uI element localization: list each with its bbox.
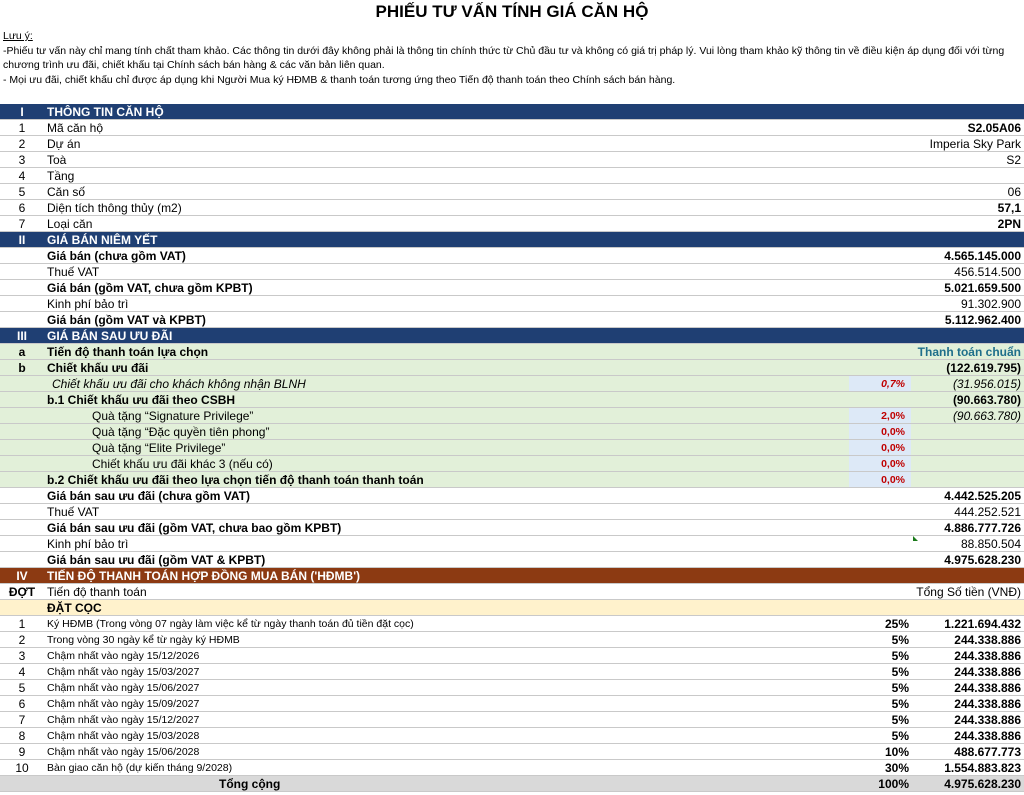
note-label: Lưu ý: — [3, 30, 33, 42]
row-label: Chiết khấu ưu đãi cho khách không nhận BLNH — [52, 377, 306, 391]
section-title: GIÁ BÁN NIÊM YẾT — [47, 233, 158, 247]
row-value: 57,1 — [997, 201, 1021, 215]
row-label: Giá bán sau ưu đãi (gồm VAT, chưa bao gồm KPBT) — [47, 521, 342, 535]
row-label: Thuế VAT — [47, 505, 100, 519]
row-value: 5.112.962.400 — [944, 313, 1021, 327]
cell-comment-flag-icon — [913, 536, 918, 541]
row-number — [0, 488, 44, 503]
gift-discount-row — [0, 408, 1024, 424]
row-number: 1 — [18, 121, 26, 135]
list-price-row — [0, 248, 1024, 264]
row-percent: 0,7% — [849, 376, 911, 391]
row-number — [0, 536, 44, 551]
row-value: 4.565.145.000 — [944, 249, 1021, 263]
row-label: Toà — [47, 153, 67, 167]
row-percent: 2,0% — [849, 408, 911, 423]
apartment-info-row — [0, 136, 1024, 152]
row-number: 8 — [18, 729, 26, 743]
disclaimer-note — [0, 23, 1024, 104]
row-number — [0, 520, 44, 535]
row-value: 244.338.886 — [954, 649, 1021, 663]
row-percent: 5% — [891, 633, 909, 647]
blnh-discount-row — [0, 376, 1024, 392]
payment-installment-row — [0, 760, 1024, 776]
row-number — [0, 280, 44, 295]
row-value — [911, 440, 1024, 455]
row-number — [0, 424, 44, 439]
list-price-row — [0, 264, 1024, 280]
gift-discount-row — [0, 456, 1024, 472]
apartment-info-row — [0, 184, 1024, 200]
row-value: Imperia Sky Park — [929, 137, 1021, 151]
row-label: Mã căn hộ — [47, 121, 104, 135]
payment-installment-row — [0, 680, 1024, 696]
row-number — [0, 376, 44, 391]
payment-installment-row — [0, 712, 1024, 728]
row-percent: 5% — [891, 713, 909, 727]
row-value: 91.302.900 — [960, 297, 1021, 311]
row-number — [0, 600, 44, 615]
row-value — [911, 456, 1024, 471]
row-number — [0, 264, 44, 279]
row-number — [0, 312, 44, 327]
row-label: Dự án — [47, 137, 81, 151]
row-number: a — [18, 345, 26, 359]
row-value: 244.338.886 — [954, 729, 1021, 743]
row-number — [0, 504, 44, 519]
csbh-discount-row — [0, 392, 1024, 408]
row-number: 10 — [15, 761, 29, 775]
discounted-price-row — [0, 488, 1024, 504]
payment-option-row — [0, 344, 1024, 360]
row-label: Tầng — [47, 169, 75, 183]
row-label: Giá bán (chưa gồm VAT) — [47, 249, 186, 263]
row-label: Thuế VAT — [47, 265, 100, 279]
row-number — [0, 472, 44, 487]
row-number: 5 — [18, 185, 26, 199]
row-label: Bàn giao căn hộ (dự kiến tháng 9/2028) — [47, 762, 233, 774]
note-line-1: -Phiếu tư vấn này chỉ mang tính chất tham khảo. Các thông tin dưới đây không phải là thông tin chính thức từ Chủ đầu tư và không có giá trị pháp lý. Vui lòng tham khảo kỹ thông tin về điều kiện áp dụng đối với từng chương trình ưu đãi, chiết khấu tại Chính sách bán hàng & các văn bản liên quan. — [3, 44, 1005, 71]
row-number: 9 — [18, 745, 26, 759]
row-number: 7 — [18, 713, 26, 727]
row-number — [0, 392, 44, 407]
row-percent: 5% — [891, 665, 909, 679]
row-value: 4.975.628.230 — [944, 553, 1021, 567]
discounted-price-row — [0, 536, 1024, 552]
row-value: 244.338.886 — [954, 633, 1021, 647]
payment-installment-row — [0, 616, 1024, 632]
discounted-price-row — [0, 520, 1024, 536]
row-number: 2 — [18, 633, 26, 647]
apartment-info-row — [0, 216, 1024, 232]
total-label: Tổng cộng — [219, 777, 281, 791]
row-value: 1.554.883.823 — [944, 761, 1021, 775]
row-percent: 5% — [891, 649, 909, 663]
row-value — [821, 168, 1024, 183]
row-label: Giá bán (gồm VAT, chưa gồm KPBT) — [47, 281, 253, 295]
row-percent: 5% — [891, 697, 909, 711]
schedule-column-header — [0, 584, 1024, 600]
row-value: 488.677.773 — [954, 745, 1021, 759]
section-list-price-header — [0, 232, 1024, 248]
row-label: Chậm nhất vào ngày 15/12/2027 — [47, 714, 200, 726]
payment-installment-row — [0, 728, 1024, 744]
list-price-row — [0, 296, 1024, 312]
apartment-info-row — [0, 120, 1024, 136]
row-value: 1.221.694.432 — [944, 617, 1021, 631]
row-value: (90.663.780) — [952, 409, 1021, 423]
section-title: THÔNG TIN CĂN HỘ — [47, 105, 164, 119]
note-line-2: - Mọi ưu đãi, chiết khấu chỉ được áp dụng khi Người Mua ký HĐMB & thanh toán tương ứng theo Tiến độ thanh toán theo Chính sách bán hàng. — [3, 73, 676, 86]
row-value: 444.252.521 — [954, 505, 1021, 519]
row-number — [0, 776, 44, 791]
payment-installment-row — [0, 696, 1024, 712]
row-value — [911, 424, 1024, 439]
row-label: b.1 Chiết khấu ưu đãi theo CSBH — [47, 393, 236, 407]
payment-installment-row — [0, 648, 1024, 664]
row-label: Chậm nhất vào ngày 15/03/2027 — [47, 666, 200, 678]
row-number: b — [18, 361, 26, 375]
row-label: Chiết khấu ưu đãi — [47, 361, 149, 375]
row-value — [911, 472, 1024, 487]
row-value: 2PN — [997, 217, 1021, 231]
payment-schedule-discount-row — [0, 472, 1024, 488]
row-value: (90.663.780) — [952, 393, 1021, 407]
row-label: Kinh phí bảo trì — [47, 297, 129, 311]
total-row — [0, 776, 1024, 792]
row-number: 4 — [18, 665, 26, 679]
section-number: IV — [16, 569, 28, 583]
total-percent: 100% — [878, 777, 909, 791]
row-label: b.2 Chiết khấu ưu đãi theo lựa chọn tiến độ thanh toán thanh toán — [47, 473, 424, 487]
row-label: Chậm nhất vào ngày 15/06/2027 — [47, 682, 200, 694]
row-value: 244.338.886 — [954, 681, 1021, 695]
row-label: Giá bán (gồm VAT và KPBT) — [47, 313, 206, 327]
row-value: 06 — [1007, 185, 1021, 199]
row-label: Chậm nhất vào ngày 15/12/2026 — [47, 650, 200, 662]
row-percent: 0,0% — [849, 424, 911, 439]
row-percent: 5% — [891, 729, 909, 743]
row-number: 1 — [18, 617, 26, 631]
discounted-price-row — [0, 552, 1024, 568]
list-price-row — [0, 312, 1024, 328]
row-label: Chậm nhất vào ngày 15/09/2027 — [47, 698, 200, 710]
payment-installment-row — [0, 664, 1024, 680]
row-number: 6 — [18, 201, 26, 215]
row-label: Ký HĐMB (Trong vòng 07 ngày làm việc kể từ ngày thanh toán đủ tiền đặt cọc) — [47, 618, 414, 630]
apartment-info-row — [0, 200, 1024, 216]
section-number: III — [16, 329, 27, 343]
total-value: 4.975.628.230 — [944, 777, 1021, 791]
apartment-info-row — [0, 152, 1024, 168]
section-discounted-price-header — [0, 328, 1024, 344]
row-value: 88.850.504 — [960, 537, 1021, 551]
row-label: Chậm nhất vào ngày 15/03/2028 — [47, 730, 200, 742]
row-number: 3 — [18, 153, 26, 167]
row-number: 4 — [18, 169, 26, 183]
row-value: S2 — [1006, 153, 1021, 167]
row-percent: 10% — [884, 745, 909, 759]
row-value: S2.05A06 — [967, 121, 1021, 135]
row-label: Diện tích thông thủy (m2) — [47, 201, 182, 215]
section-title: GIÁ BÁN SAU ƯU ĐÃI — [47, 329, 173, 343]
row-number — [0, 296, 44, 311]
row-value: 244.338.886 — [954, 697, 1021, 711]
row-number: 2 — [18, 137, 26, 151]
gift-discount-row — [0, 424, 1024, 440]
col-amount: Tổng Số tiền (VNĐ) — [916, 585, 1021, 599]
payment-installment-row — [0, 632, 1024, 648]
row-value: 456.514.500 — [954, 265, 1021, 279]
row-value: 4.886.777.726 — [944, 521, 1021, 535]
row-percent: 0,0% — [849, 472, 911, 487]
row-number: 3 — [18, 649, 26, 663]
row-label: Trong vòng 30 ngày kể từ ngày ký HĐMB — [47, 634, 240, 646]
row-percent: 0,0% — [849, 440, 911, 455]
row-number: 5 — [18, 681, 26, 695]
row-number — [0, 440, 44, 455]
row-label: Chậm nhất vào ngày 15/06/2028 — [47, 746, 200, 758]
row-value: 244.338.886 — [954, 713, 1021, 727]
row-label: Giá bán sau ưu đãi (chưa gồm VAT) — [47, 489, 250, 503]
page-title: PHIẾU TƯ VẤN TÍNH GIÁ CĂN HỘ — [375, 2, 649, 21]
row-percent: 5% — [891, 681, 909, 695]
deposit-row — [0, 600, 1024, 616]
section-payment-schedule-header — [0, 568, 1024, 584]
row-value: 5.021.659.500 — [944, 281, 1021, 295]
row-label: ĐẶT CỌC — [47, 601, 102, 615]
payment-installment-row — [0, 744, 1024, 760]
gift-discount-row — [0, 440, 1024, 456]
discount-total-row — [0, 360, 1024, 376]
row-value: (122.619.795) — [946, 361, 1021, 375]
section-title: TIẾN ĐỘ THANH TOÁN HỢP ĐỒNG MUA BÁN ('HĐMB') — [47, 569, 361, 583]
row-number: 7 — [18, 217, 26, 231]
section-number: I — [20, 105, 24, 119]
row-label: Loại căn — [47, 217, 93, 231]
row-label: Quà tặng “Signature Privilege” — [92, 409, 254, 423]
row-percent: 0,0% — [849, 456, 911, 471]
section-number: II — [18, 233, 26, 247]
col-schedule: Tiến độ thanh toán — [47, 585, 147, 599]
section-apartment-info-header — [0, 104, 1024, 120]
row-number — [0, 248, 44, 263]
row-number — [0, 408, 44, 423]
list-price-row — [0, 280, 1024, 296]
row-percent: 30% — [884, 761, 909, 775]
row-label: Chiết khấu ưu đãi khác 3 (nếu có) — [92, 457, 273, 471]
payment-option-value: Thanh toán chuẩn — [917, 345, 1021, 359]
row-value: 244.338.886 — [954, 665, 1021, 679]
row-number — [0, 456, 44, 471]
apartment-info-row — [0, 168, 1024, 184]
row-percent: 25% — [884, 617, 909, 631]
col-installment: ĐỢT — [8, 585, 36, 599]
row-label: Kinh phí bảo trì — [47, 537, 129, 551]
row-label: Căn số — [47, 185, 86, 199]
row-label: Quà tặng “Đặc quyền tiên phong” — [92, 425, 270, 439]
row-label: Quà tặng “Elite Privilege” — [92, 441, 226, 455]
row-number: 6 — [18, 697, 26, 711]
row-label: Tiến độ thanh toán lựa chọn — [47, 345, 209, 359]
discounted-price-row — [0, 504, 1024, 520]
row-number — [0, 552, 44, 567]
row-value: 4.442.525.205 — [944, 489, 1021, 503]
row-label: Giá bán sau ưu đãi (gồm VAT & KPBT) — [47, 553, 266, 567]
row-value: (31.956.015) — [952, 377, 1021, 391]
